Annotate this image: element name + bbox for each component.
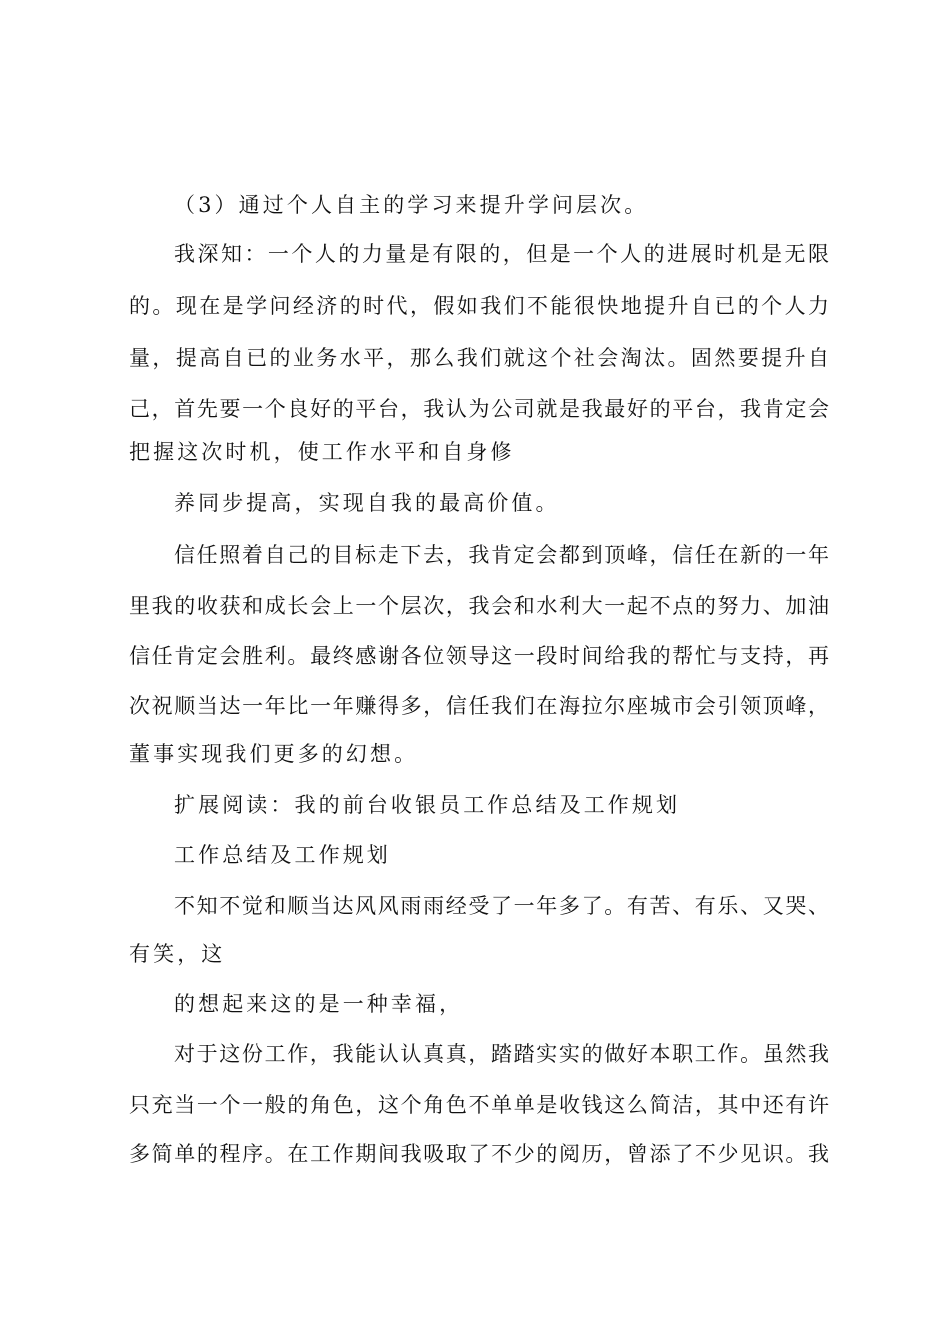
paragraph-line: 信任照着自己的目标走下去，我肯定会都到顶峰，信任在新的一年 (174, 543, 829, 567)
paragraph-line: 养同步提高，实现自我的最高价值。 (174, 491, 560, 515)
section-title: 工作总结及工作规划 (174, 843, 391, 867)
paragraph-line: 我深知：一个人的力量是有限的，但是一个人的进展时机是无限 (174, 242, 829, 266)
paragraph-line: 把握这次时机，使工作水平和自身修 (129, 440, 515, 464)
paragraph-line: 信任肯定会胜利。最终感谢各位领导这一段时间给我的帮忙与支持，再 (129, 644, 829, 668)
paragraph-line: 量，提高自已的业务水平，那么我们就这个社会淘汰。固然要提升自 (129, 346, 829, 370)
list-item-3: （3）通过个人自主的学习来提升学问层次。 (174, 193, 649, 217)
paragraph-line: 只充当一个一般的角色，这个角色不单单是收钱这么简洁，其中还有许 (129, 1093, 829, 1117)
paragraph-line: 多简单的程序。在工作期间我吸取了不少的阅历，曾添了不少见识。我 (129, 1142, 829, 1166)
paragraph-line: 的想起来这的是一种幸福， (174, 992, 464, 1016)
paragraph-line: 的。现在是学问经济的时代，假如我们不能很快地提升自已的个人力 (129, 294, 829, 318)
paragraph-line: 不知不觉和顺当达风风雨雨经受了一年多了。有苦、有乐、又哭、 (174, 894, 829, 918)
paragraph-line: 己，首先要一个良好的平台，我认为公司就是我最好的平台，我肯定会 (129, 397, 829, 421)
paragraph-line: 对于这份工作，我能认认真真，踏踏实实的做好本职工作。虽然我 (174, 1042, 829, 1066)
paragraph-line: 有笑，这 (129, 942, 226, 966)
paragraph-line: 董事实现我们更多的幻想。 (129, 742, 419, 766)
paragraph-line: 里我的收获和成长会上一个层次，我会和水利大一起不点的努力、加油 (129, 594, 829, 618)
extended-reading-heading: 扩展阅读：我的前台收银员工作总结及工作规划 (174, 793, 681, 817)
paragraph-line: 次祝顺当达一年比一年赚得多，信任我们在海拉尔座城市会引领顶峰， (129, 694, 829, 718)
